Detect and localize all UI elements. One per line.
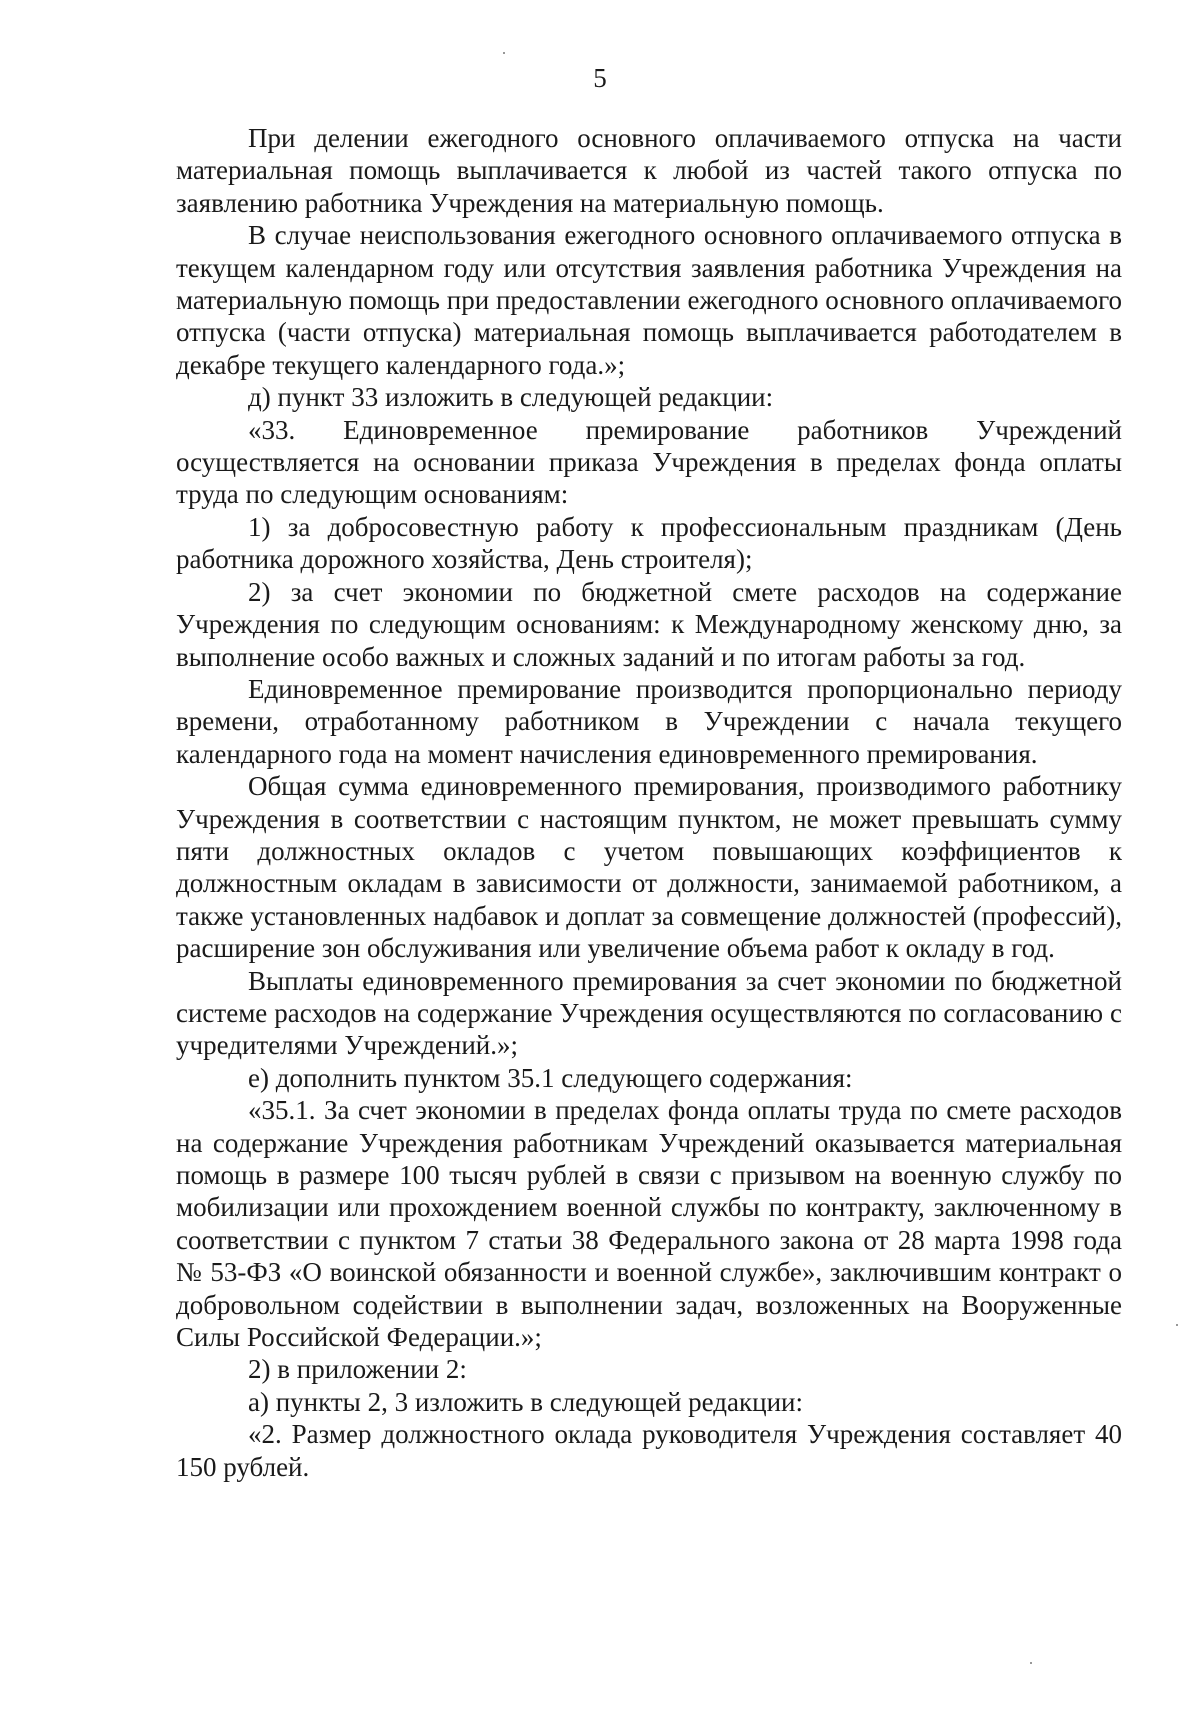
paragraph: «33. Единовременное премирование работников Учреждений осуществляется на основании приказа Учреждения в пределах фонда оплаты труда по следующим основаниям: [176, 414, 1122, 510]
page-number: 5 [593, 63, 607, 93]
paragraph: Единовременное премирование производится пропорционально периоду времени, отработанному работником в Учреждении с начала текущего календарного года на момент начисления единовременного премирования. [176, 673, 1122, 769]
scan-speck [1176, 1324, 1178, 1326]
paragraph: «35.1. За счет экономии в пределах фонда оплаты труда по смете расходов на содержание Учреждения работникам Учреждений оказывается материальная помощь в размере 100 тысяч рублей в связи с призывом на военную службу по мобилизации или прохождением военной службы по контракту, заключенному в соответствии с пунктом 7 статьи 38 Федерального закона от 28 марта 1998 года № 53-ФЗ «О воинской обязанности и военной службе», заключившим контракт о добровольном содействии в выполнении задач, возложенных на Вооруженные Силы Российской Федерации.»; [176, 1095, 1122, 1353]
paragraph: Выплаты единовременного премирования за счет экономии по бюджетной системе расходов на содержание Учреждения осуществляются по согласованию с учредителями Учреждений.»; [176, 965, 1122, 1061]
paragraph: 2) в приложении 2: [248, 1354, 467, 1385]
paragraph: е) дополнить пунктом 35.1 следующего содержания: [248, 1062, 853, 1093]
paragraph: 2) за счет экономии по бюджетной смете расходов на содержание Учреждения по следующим основаниям: к Международному женскому дню, за выполнение особо важных и сложных заданий и по итогам работы за год. [176, 576, 1122, 672]
paragraph: При делении ежегодного основного оплачиваемого отпуска на части материальная помощь выплачивается к любой из частей такого отпуска по заявлению работника Учреждения на материальную помощь. [176, 123, 1122, 218]
paragraph: В случае неиспользования ежегодного основного оплачиваемого отпуска в текущем календарном году или отсутствия заявления работника Учреждения на материальную помощь при предоставлении ежегодного основного оплачиваемого отпуска (части отпуска) материальная помощь выплачивается работодателем в декабре текущего календарного года.»; [176, 220, 1122, 380]
paragraph: «2. Размер должностного оклада руководителя Учреждения составляет 40 150 рублей. [176, 1419, 1122, 1482]
paragraph: Общая сумма единовременного премирования, производимого работнику Учреждения в соответствии с настоящим пунктом, не может превышать сумму пяти должностных окладов с учетом повышающих коэффициентов к должностным окладам в зависимости от должности, занимаемой работником, а также установленных надбавок и доплат за совмещение должностей (профессий), расширение зон обслуживания или увеличение объема работ к окладу в год. [176, 771, 1122, 964]
paragraph: а) пункты 2, 3 изложить в следующей редакции: [248, 1386, 803, 1417]
paragraph: д) пункт 33 изложить в следующей редакции: [248, 382, 774, 413]
scan-speck [1030, 1662, 1032, 1664]
document-body [176, 122, 1122, 1483]
scan-speck [503, 52, 505, 54]
paragraph: 1) за добросовестную работу к профессиональным праздникам (День работника дорожного хозяйства, День строителя); [176, 511, 1122, 575]
